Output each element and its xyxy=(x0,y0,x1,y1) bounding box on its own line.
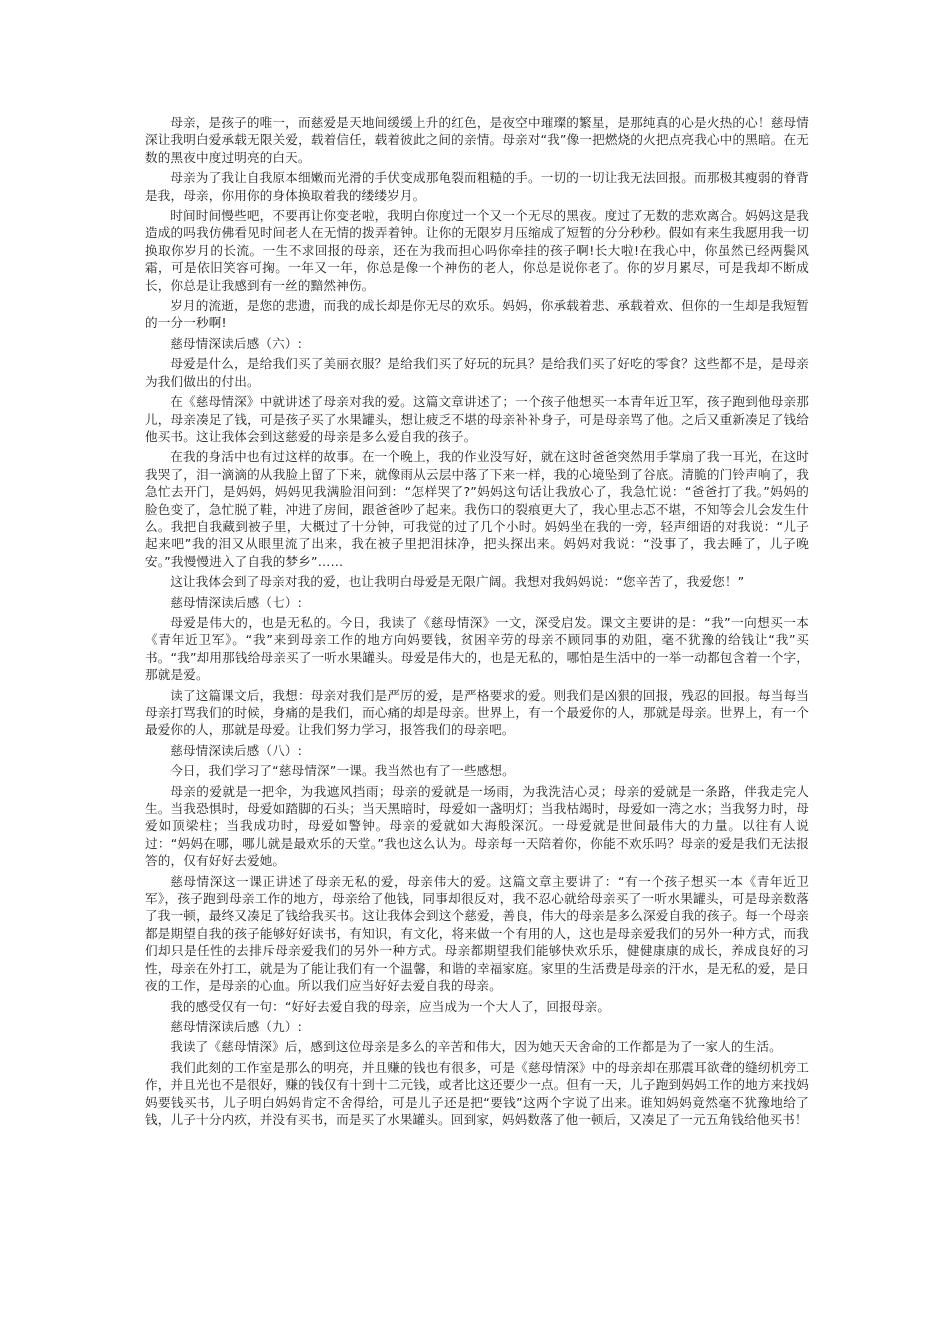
body-paragraph: 今日，我们学习了“慈母情深”一课。我当然也有了一些感想。 xyxy=(170,763,515,779)
section-heading: 慈母情深读后感（七）: xyxy=(170,594,303,610)
body-paragraph: 母亲为了我让自我原本细嫩而光滑的手伏变成那龟裂而粗糙的手。一切的一切让我无法回报。而那极其瘦弱的脊背是我，母亲，你用你的身体换取着我的缕缕岁月。 xyxy=(145,170,809,203)
body-paragraph: 慈母情深这一课正讲述了母亲无私的爱，母亲伟大的爱。这篇文章主要讲了：“有一个孩子想买一本《青年近卫军》，孩子跑到母亲工作的地方，母亲给了他钱，同事却很反对，我不忍心就给母亲买了一听水果罐头，可是母亲数落了我一顿，最终又凑足了钱给我买书。这让我体会到这个慈爱，善良，伟大的母亲是多么深爱自我的孩子。每一个母亲都是期望自我的孩子能够好好读书，有知识，有文化，将来做一个有用的人，这也是母亲爱我们的另外一种方式，而我们却只是任性的去排斥母亲爱我们的另外一种方式。母亲都期望我们能够快欢乐乐，健健康康的成长，养成良好的习性，母亲在外打工，就是为了能让我们有一个温馨，和谐的幸福家庭。家里的生活费是母亲的汗水，是无私的爱，是日夜的工作，是母亲的心血。所以我们应当好好去爱自我的母亲。 xyxy=(145,873,809,994)
document-page xyxy=(145,114,809,1131)
body-paragraph: 这让我体会到了母亲对我的爱，也让我明白母爱是无限广阔。我想对我妈妈说：“您辛苦了，我爱您！” xyxy=(170,574,745,590)
body-paragraph: 时间时间慢些吧，不要再让你变老啦，我明白你度过一个又一个无尽的黑夜。度过了无数的悲欢离合。妈妈这是我造成的吗我仿佛看见时间老人在无情的拨弄着钟。让你的无限岁月压缩成了短暂的分分秒秒。假如有来生我愿用我一切换取你岁月的长流。一生不求回报的母亲，还在为我而担心吗你牵挂的孩子啊!长大啦!在我心中，你虽然已经两鬓风霜，可是依旧笑容可掬。一年又一年，你总是像一个神伤的老人，你总是说你老了。你的岁月累尽，可是我却不断成长，你总是让我感到有一丝的黯然神伤。 xyxy=(145,208,809,293)
section-heading: 慈母情深读后感（六）: xyxy=(170,335,303,351)
body-paragraph: 母爱是什么，是给我们买了美丽衣服？是给我们买了好玩的玩具？是给我们买了好吃的零食？这些都不是，是母亲为我们做出的付出。 xyxy=(145,356,809,389)
body-paragraph: 读了这篇课文后，我想：母亲对我们是严厉的爱，是严格要求的爱。则我们是凶狠的回报，残忍的回报。每当每当母亲打骂我们的时候，身痛的是我们，而心痛的却是母亲。世界上，有一个最爱你的人，那就是母亲。世界上，有一个最爱你的人，那就是母爱。让我们努力学习，报答我们的母亲吧。 xyxy=(145,687,809,738)
body-paragraph: 母亲的爱就是一把伞，为我遮风挡雨；母亲的爱就是一场雨，为我洗洁心灵；母亲的爱就是一条路，伴我走完人生。当我恐惧时，母爱如踏脚的石头；当天黑暗时，母爱如一盏明灯；当我枯竭时，母爱如一湾之水；当我努力时，母爱如顶梁柱；当我成功时，母爱如警钟。母亲的爱就如大海般深沉。一母爱就是世间最伟大的力量。以往有人说过：“妈妈在哪，哪儿就是最欢乐的天堂。”我也这么认为。母亲每一天陪着你，你能不欢乐吗？母亲的爱是我们无法报答的，仅有好好去爱她。 xyxy=(145,783,809,869)
body-paragraph: 我读了《慈母情深》后，感到这位母亲是多么的辛苦和伟大，因为她天天舍命的工作都是为了一家人的生活。 xyxy=(170,1039,782,1055)
section-heading: 慈母情深读后感（九）: xyxy=(170,1018,303,1034)
body-paragraph: 母爱是伟大的，也是无私的。今日，我读了《慈母情深》一文，深受启发。课文主要讲的是：“我”一向想买一本《青年近卫军》。“我”来到母亲工作的地方向妈要钱，贫困辛劳的母亲不顾同事的劝阻，毫不犹豫的给钱让“我”买书。“我”却用那钱给母亲买了一听水果罐头。母爱是伟大的，也是无私的，哪怕是生活中的一举一动都包含着一个字，那就是爱。 xyxy=(145,614,809,683)
body-paragraph: 在我的身活中也有过这样的故事。在一个晚上，我的作业没写好，就在这时爸爸突然用手掌扇了我一耳光，在这时我哭了，泪一滴滴的从我脸上留了下来，就像雨从云层中落了下来一样，我的心境坠到了谷底。清脆的门铃声响了，我急忙去开门，是妈妈，妈妈见我满脸泪问到：“怎样哭了?”妈妈这句话让我放心了，我急忙说：“爸爸打了我。”妈妈的脸色变了，急忙脱了鞋，冲进了房间，跟爸爸吵了起来。我伤口的裂痕更大了，我心里忐忑不堪，不知等会儿会发生什么。我把自我藏到被子里，大概过了十分钟，可我觉的过了几个小时。妈妈坐在我的一旁，轻声细语的对我说：“儿子起来吧”我的泪又从眼里流了出来，我在被子里把泪抹净，把头探出来。妈妈对我说：“没事了，我去睡了，儿子晚安。”我慢慢进入了自我的梦乡”…… xyxy=(145,449,809,569)
body-paragraph: 在《慈母情深》中就讲述了母亲对我的爱。这篇文章讲述了；一个孩子他想买一本青年近卫军，孩子跑到他母亲那儿，母亲凑足了钱，可是孩子买了水果罐头，想让疲乏不堪的母亲补补身子，可是母亲骂了他。之后又重新凑足了钱给他买书。这让我体会到这慈爱的母亲是多么爱自我的孩子。 xyxy=(145,394,809,444)
body-paragraph: 我们此刻的工作室是那么的明亮，并且赚的钱也有很多，可是《慈母情深》中的母亲却在那震耳欲聋的缝纫机旁工作，并且光也不是很好，赚的钱仅有十到十二元钱，或者比这还要少一点。但有一天，儿子跑到妈妈工作的地方来找妈妈要钱买书，儿子明白妈妈肯定不舍得给，可是儿子还是把“要钱”这两个字说了出来。谁知妈妈竟然毫不犹豫地给了钱，儿子十分内疚，并没有买书，而是买了水果罐头。回到家，妈妈数落了他一顿后，又凑足了一元五角钱给他买书！ xyxy=(145,1059,809,1127)
body-paragraph: 岁月的流逝，是您的悲遗，而我的成长却是你无尽的欢乐。妈妈，你承载着悲、承载着欢、但你的一生却是我短暂的一分一秒啊! xyxy=(145,298,809,331)
section-heading: 慈母情深读后感（八）: xyxy=(170,742,303,758)
body-paragraph: 母亲，是孩子的唯一，而慈爱是天地间缓缓上升的红色，是夜空中璀璨的繁星，是那纯真的心是火热的心！慈母情深让我明白爱承载无限关爱，载着信任，载着彼此之间的亲情。母亲对“我”像一把燃烧的火把点亮我心中的黑暗。在无数的黑夜中度过明亮的白天。 xyxy=(145,115,809,165)
body-paragraph: 我的感受仅有一句：“好好去爱自我的母亲，应当成为一个大人了，回报母亲。 xyxy=(170,998,611,1014)
